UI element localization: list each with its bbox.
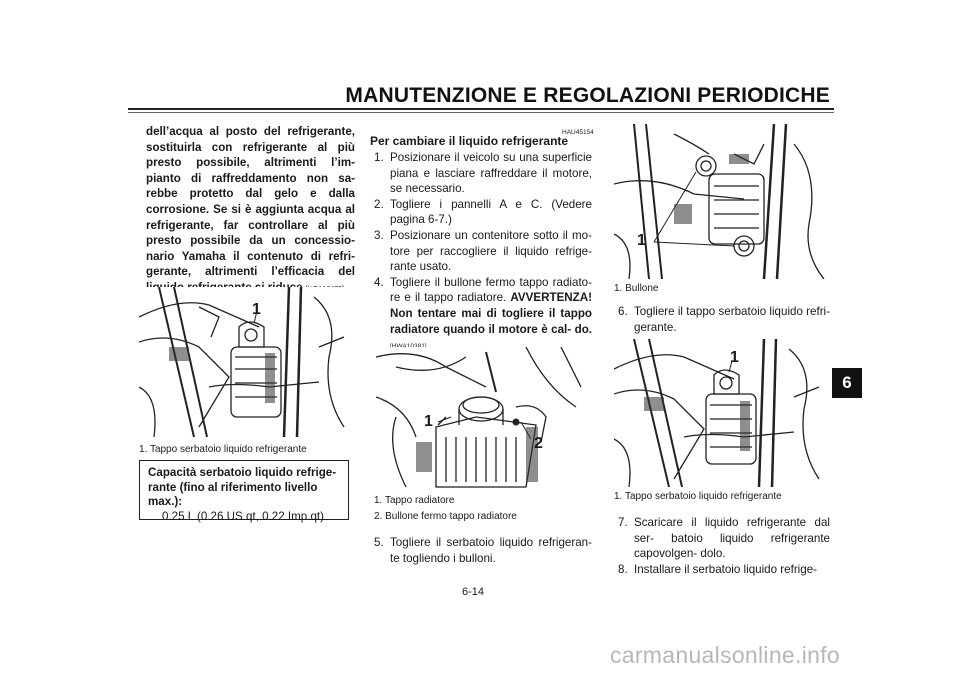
figure-bolt	[614, 124, 829, 279]
figure-callout: 1	[252, 301, 261, 318]
header-rule	[128, 108, 834, 110]
list-item	[374, 535, 592, 566]
step-number: 2.	[374, 197, 384, 211]
step-text: Posizionare un contenitore sotto il mo- tore per raccogliere il liquido refrige- rante usato.	[390, 228, 592, 274]
figure-coolant-reservoir-cap-2	[614, 339, 829, 487]
figure-illustration	[139, 287, 349, 439]
list-item	[618, 515, 830, 562]
spec-value: 0.25 L (0.26 US qt, 0.22 Imp.qt)	[162, 509, 324, 523]
step-number: 1.	[374, 151, 384, 164]
list-item	[618, 562, 830, 578]
step-text: Installare il serbatoio liquido refrige-	[634, 562, 818, 576]
warning-text: dell’acqua al posto del refrigerante, sostituirla con refrigerante al più presto possibile, altrimenti l’im- pianto di raffreddamento non sa- rebbe protetto dal gelo e dalla corrosione. Se si è aggiunta acqua al refrigerante, far controllare al più presto possibile da un concessio- nario Yamaha il contenuto di refri- gerante, altrimenti l’efficacia del	[146, 125, 355, 279]
step-text: Togliere il tappo serbatoio liquido refri- gerante.	[634, 305, 830, 334]
figure-caption: 1. Tappo serbatoio liquido refrigerante	[614, 491, 782, 502]
step-text: Togliere i pannelli A e C. (Vedere pagina 6-7.)	[390, 197, 592, 227]
step-warning: AVVERTENZA! Non tentare mai di togliere il tappo radiatore quando il motore è cal- do.	[390, 291, 592, 336]
step-number: 8.	[618, 562, 628, 576]
step-text: Posizionare il veicolo su una superficie piana e lasciare raffreddare il motore, se necessario.	[390, 151, 592, 196]
step-number: 7.	[618, 516, 628, 529]
figure-caption: 1. Tappo serbatoio liquido refrigerante	[139, 444, 307, 455]
step-number: 4.	[374, 275, 384, 289]
step-number: 3.	[374, 228, 384, 242]
page-number: 6-14	[462, 586, 485, 598]
figure-callout-1: 1	[424, 413, 433, 430]
list-item	[374, 197, 592, 228]
figure-radiator-cap	[376, 347, 586, 489]
figure-caption-2: 2. Bullone fermo tappo radiatore	[374, 511, 517, 522]
step-6	[618, 304, 830, 335]
figure-coolant-reservoir-cap	[139, 287, 349, 439]
figure-callout: 1	[637, 232, 646, 249]
figure-callout: 1	[730, 349, 739, 366]
list-item	[374, 228, 592, 275]
warning-paragraph	[146, 124, 355, 298]
steps-list	[374, 150, 592, 355]
step-text: Togliere il bullone fermo tappo radiato- re e il tappo radiatore.	[390, 275, 592, 305]
section-title: Per cambiare il liquido refrigerante	[370, 134, 569, 148]
figure-caption: 1. Bullone	[614, 283, 659, 294]
spec-box	[139, 460, 349, 523]
step-text: Scaricare il liquido refrigerante dal ser- batoio liquido refrigerante capovolgen- dolo.	[634, 516, 830, 561]
figure-callout-2: 2	[534, 435, 543, 452]
step-text: Togliere il serbatoio liquido refrigeran- te togliendo i bulloni.	[390, 536, 592, 565]
spec-title: Capacità serbatoio liquido refrige- rante (fino al riferimento livello max.):	[148, 466, 337, 508]
figure-caption-1: 1. Tappo radiatore	[374, 495, 455, 506]
figure-illustration	[614, 339, 829, 487]
section-code: HAU45154	[562, 129, 594, 136]
figure-illustration	[376, 347, 586, 489]
list-item	[618, 304, 830, 335]
list-item	[374, 275, 592, 355]
chapter-tab[interactable]: 6	[832, 368, 862, 398]
step-number: 6.	[618, 305, 628, 318]
steps-7-8	[618, 515, 830, 577]
step-number: 5.	[374, 536, 384, 549]
watermark: carmanualsonline.info	[609, 642, 840, 668]
page-title: MANUTENZIONE E REGOLAZIONI PERIODICHE	[345, 84, 830, 107]
header-rule-thin	[128, 112, 834, 113]
list-item	[374, 150, 592, 197]
step-5	[374, 535, 592, 566]
figure-illustration	[614, 124, 829, 279]
